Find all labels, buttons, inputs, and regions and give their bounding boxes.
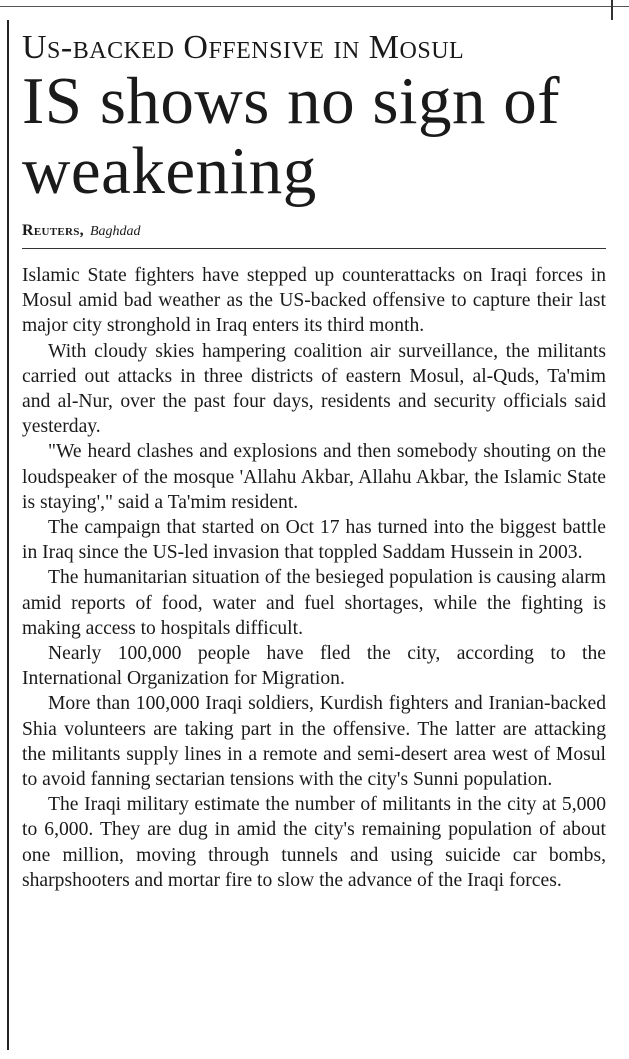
byline-agency: Reuters, xyxy=(22,222,84,239)
left-column-rule xyxy=(7,20,9,1050)
byline-divider xyxy=(22,248,606,249)
byline xyxy=(22,222,606,241)
body-paragraph: The Iraqi military estimate the number of militants in the city at 5,000 to 6,000. They are dug in amid the city's remaining population of about one million, moving through tunnels and using suicide car bombs, sharpshooters and mortar fire to slow the advance of the Iraqi forces. xyxy=(22,794,606,891)
body-paragraph: Islamic State fighters have stepped up counterattacks on Iraqi forces in Mosul amid bad weather as the US-backed offensive to capture their last major city stronghold in Iraq enters its third month. xyxy=(22,265,606,337)
right-column-rule xyxy=(611,0,613,20)
article-kicker: Us-backed Offensive in Mosul xyxy=(22,29,465,66)
body-paragraph: "We heard clashes and explosions and then somebody shouting on the loudspeaker of the mosque 'Allahu Akbar, Allahu Akbar, the Islamic State is staying'," said a Ta'mim resident. xyxy=(22,441,606,513)
body-paragraph: The humanitarian situation of the besieged population is causing alarm amid reports of food, water and fuel shortages, while the fighting is making access to hospitals difficult. xyxy=(22,567,606,639)
body-paragraph: With cloudy skies hampering coalition air surveillance, the militants carried out attacks in three districts of eastern Mosul, al-Quds, Ta'mim and al-Nur, over the past four days, residents and security officials said yesterday. xyxy=(22,340,606,438)
news-article xyxy=(22,28,606,893)
body-paragraph: The campaign that started on Oct 17 has turned into the biggest battle in Iraq since the US-led invasion that toppled Saddam Hussein in 2003. xyxy=(22,517,606,564)
body-paragraph: Nearly 100,000 people have fled the city, according to the International Organization for Migration. xyxy=(22,643,606,690)
body-paragraph: More than 100,000 Iraqi soldiers, Kurdish fighters and Iranian-backed Shia volunteers are taking part in the offensive. The latter are attacking the militants supply lines in a remote and semi-desert area west of Mosul to avoid fanning sectarian tensions with the city's Sunni population. xyxy=(22,693,606,791)
byline-dateline: Baghdad xyxy=(89,224,141,239)
article-headline: IS shows no sign of weakening xyxy=(22,64,561,208)
top-column-rule xyxy=(0,6,629,7)
article-body xyxy=(22,263,606,893)
